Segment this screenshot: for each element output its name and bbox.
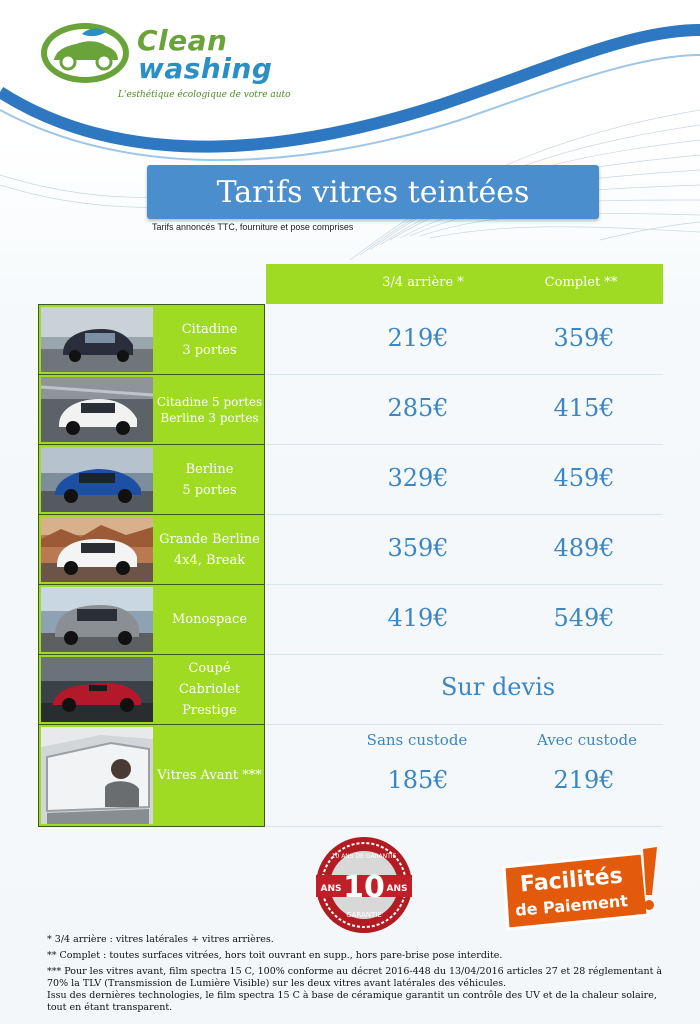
brand-tagline: L'esthétique écologique de votre auto bbox=[118, 90, 291, 100]
footnotes bbox=[47, 934, 667, 1018]
row-label-monospace: Monospace bbox=[171, 612, 248, 627]
quote-on-request: Sur devis bbox=[440, 673, 556, 701]
price-without-custode: 185€ bbox=[387, 766, 449, 794]
seal-right-text: ANS bbox=[386, 884, 408, 894]
footnote-film-technology: Issu des dernières technologies, le film spectra 15 C à base de céramique garantit un contrôle des UV et de la chaleur solaire, tout en étant transparent. bbox=[47, 990, 657, 1013]
page-title: Tarifs vitres teintées bbox=[216, 174, 530, 210]
brand-name-line1: Clean bbox=[137, 24, 228, 57]
small-dark-city-car-photo bbox=[41, 307, 153, 372]
row-divider bbox=[266, 444, 663, 445]
table-row-label-cell bbox=[38, 374, 265, 445]
table-row-label-cell bbox=[38, 514, 265, 585]
price-complete: 549€ bbox=[553, 604, 615, 632]
table-row-label-cell bbox=[38, 654, 265, 725]
payment-line1: Facilités bbox=[519, 863, 624, 898]
page-title-banner bbox=[147, 165, 599, 219]
subcolumn-without-custode: Sans custode bbox=[366, 731, 468, 749]
seal-number: 10 bbox=[343, 870, 385, 905]
row-divider bbox=[266, 826, 663, 827]
row-label-citadine-3: Citadine 3 portes bbox=[181, 321, 238, 358]
blue-sedan-photo bbox=[41, 447, 153, 512]
table-column-header bbox=[266, 264, 663, 304]
ten-year-warranty-seal-icon bbox=[314, 835, 414, 935]
price-complete: 489€ bbox=[553, 534, 615, 562]
car-leaf-logo-icon bbox=[40, 22, 130, 84]
price-three-quarter: 419€ bbox=[387, 604, 449, 632]
price-complete: 459€ bbox=[553, 464, 615, 492]
price-with-custode: 219€ bbox=[553, 766, 615, 794]
table-row-label-cell bbox=[38, 444, 265, 515]
row-label-vitres-avant: Vitres Avant *** bbox=[157, 768, 262, 783]
red-convertible-photo bbox=[41, 657, 153, 722]
row-divider bbox=[266, 374, 663, 375]
payment-line2: de Paiement bbox=[514, 891, 629, 920]
price-complete: 359€ bbox=[553, 324, 615, 352]
table-row-label-cell bbox=[38, 304, 265, 375]
subcolumn-with-custode: Avec custode bbox=[536, 731, 638, 749]
page-subtitle: Tarifs annoncés TTC, fourniture et pose comprises bbox=[152, 222, 354, 232]
white-hatchback-photo bbox=[41, 377, 153, 442]
table-row-label-cell bbox=[38, 584, 265, 655]
column-header-complete: Complet ** bbox=[544, 275, 618, 290]
footnote-front-windows: *** Pour les vitres avant, film spectra 15 C, 100% conforme au décret 2016-448 du 13/04/2016 articles 27 et 28 réglementant à 70% la TLV (Transmission de Lumière Visible) sur les deux vitres avant latérales des véhicules. bbox=[47, 966, 663, 989]
row-divider bbox=[266, 724, 663, 725]
price-three-quarter: 329€ bbox=[387, 464, 449, 492]
column-header-three-quarter: 3/4 arrière * bbox=[382, 275, 464, 290]
grey-minivan-photo bbox=[41, 587, 153, 652]
row-label-citadine-5: Citadine 5 portes Berline 3 portes bbox=[156, 394, 263, 425]
row-divider bbox=[266, 584, 663, 585]
footnote-three-quarter: * 3/4 arrière : vitres latérales + vitres arrières. bbox=[47, 934, 274, 945]
seal-top-text: 10 ANS DE GARANTIE bbox=[331, 853, 397, 860]
white-suv-photo bbox=[41, 517, 153, 582]
row-label-grande-berline: Grande Berline 4x4, Break bbox=[159, 531, 260, 568]
row-label-berline-5: Berline 5 portes bbox=[182, 461, 237, 498]
row-divider bbox=[266, 654, 663, 655]
price-three-quarter: 219€ bbox=[387, 324, 449, 352]
price-three-quarter: 285€ bbox=[387, 394, 449, 422]
row-label-coupe: Coupé Cabriolet Prestige bbox=[178, 661, 241, 718]
table-row-label-cell bbox=[38, 724, 265, 827]
footnote-complete: ** Complet : toutes surfaces vitrées, hors toit ouvrant en supp., hors pare-brise pose interdite. bbox=[47, 950, 503, 961]
seal-bottom-text: GARANTIE bbox=[346, 911, 382, 919]
payment-facilities-badge bbox=[500, 845, 660, 935]
row-divider bbox=[266, 514, 663, 515]
price-three-quarter: 359€ bbox=[387, 534, 449, 562]
price-complete: 415€ bbox=[553, 394, 615, 422]
brand-logo bbox=[40, 22, 291, 107]
seal-left-text: ANS bbox=[320, 884, 342, 894]
driver-at-window-photo bbox=[41, 727, 153, 824]
brand-name-line2: washing bbox=[138, 52, 273, 85]
